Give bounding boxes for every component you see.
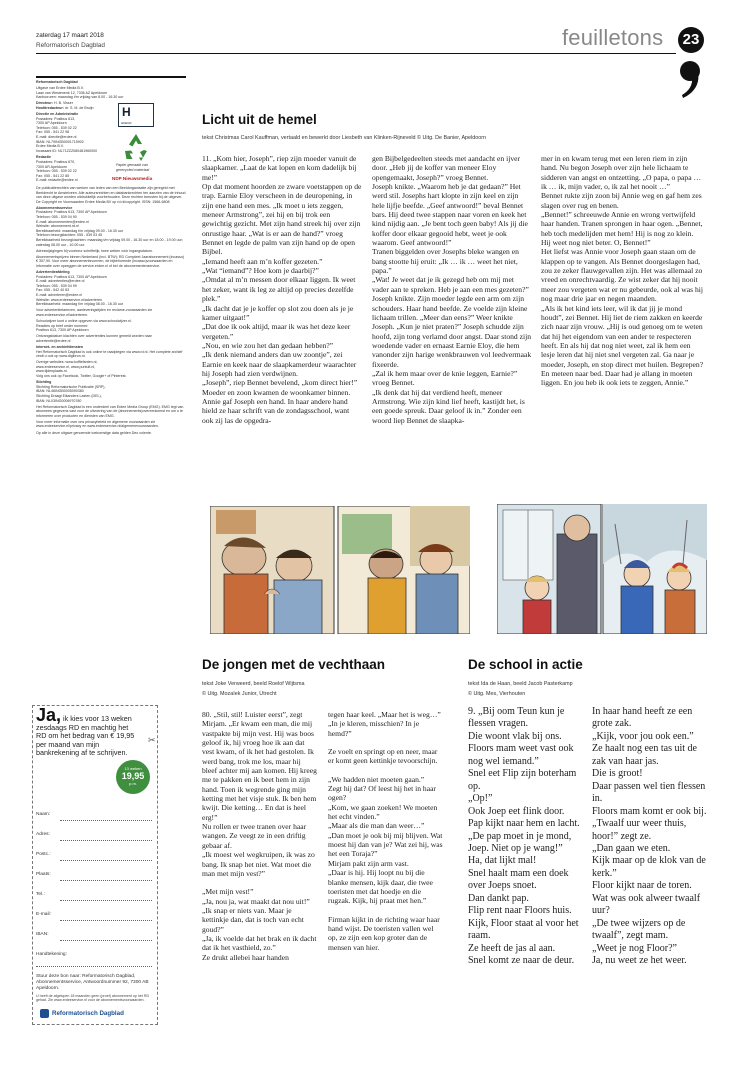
badge-price: 19,95 [121,771,145,781]
paragraph: Zegt hij dat? Of leest hij het in haar ogen? [328,784,436,803]
paragraph: 11. „Kom hier, Joseph”, riep zijn moeder vanuit de slaapkamer. „Laat de kat lopen en kom dadelijk bij me!” [202,154,357,182]
misc-line: Schoolwijzer kunt u online opgeven via www.schoolwijzer.nl. [36,319,132,323]
form-label-tel: Tel.: [36,892,45,897]
paragraph: „Wat “iemand”? Hoe kom je daarbij?” [202,266,319,276]
redactie-title: Redactie [36,155,51,160]
recycle-icon [120,131,152,163]
scissors-icon: ✂ [148,736,156,746]
story1-column-3 [541,154,704,470]
email-field[interactable] [60,920,152,921]
paragraph: „Kijk, voor jou ook een.” [592,730,694,742]
paragraph: „Ik snap er niets van. Maar je kettinkje dan, dat is toch van echt goud?” [202,905,304,934]
form-label-adres: Adres: [36,832,50,837]
website-line: Volg ons ook op Facebook, Twitter, Google+ of Pinterest. [36,374,127,379]
form-label-naam: Naam: [36,812,51,817]
admin-line: E-mail: directie@erdee.nl [36,135,77,140]
colophon [36,80,186,700]
paragraph: Pap kijkt naar hem en lacht. [468,818,580,830]
advert-title: Advertentieafdeling [36,270,70,275]
paragraph: „Dan gaan we eten. [592,842,671,854]
paragraph: „Als ik het kind iets leer, wil ik dat jij je mond houdt”, zei Bennet. Hij liet de riem zakken en keerde zich naar zijn vrouw. „Hij is oud genoeg om te weten dat hij het eigendom van een ander te respecteren heeft. En als hij dat nog niet weet, zal ik hem een lesje leren dat hij niet snel vergeten zal. Ga naar je moeder, Joseph, en stop direct met huilen. Begrepen? En meteen naar bed. Daar had je allang in moeten liggen. En jou heb ik ook iets te zeggen, Annie.” [541,303,704,388]
copyright-text: De publicatierechten van werken van leden van een Beeldorganisatie zijn geregeld met Beeldrecht te Amstelveen. Alle auteursrechten en databankrechten ten aanzien van de inhoud van deze uitgave worden uitdrukkelijk voorbehouden. Deze rechten berusten bij de uitgever. De Copyright en Voorwaarden Erdee Media BV op rd.nl/copyright. ISSN: 1566-6808 [36,185,186,204]
rd-logo-text: Reformatorisch Dagblad [52,1010,124,1017]
paragraph: 80. „Stil, stil! Luister eerst”, zegt Mirjam. „Er kwam een man, die mij vastpakte bij mijn vest. Hij was boos geloof ik, hij vroeg hoe ik aan dat vest kwam, of ik het had gestolen. Ik werd bang, trok me los, maar hij bleef achter mij aan komen. Hij kreeg me te pakken en ik beet hem in zijn hand. Toen ik wegrende ging mijn ketting met het visje stuk. Ik ben hem kwijt. Die ketting… En dat is heel erg!” [202,710,317,822]
abonnement-line: Telefoon: 055 - 539 04 90 [36,215,77,220]
iban-field[interactable] [60,940,152,941]
editor-label: Hoofdredacteur: [36,105,64,110]
comma-ornament [676,60,706,100]
fine-print: U heeft de afgelopen 18 maanden geen (proef) abonnement op het RD gehad. Zie www.erdeeservice.nl voor de abonnementsvoorwaarden. [36,994,150,1003]
paragraph: „We hadden niet moeten gaan.” [328,774,425,784]
paragraph: Snel komt ze naar de deur. [468,955,575,967]
website-line: Overige websites: www.koffiefanten.nl, [36,360,98,365]
paragraph: „De pap moet in je mond, Joep. Niet op je wang!” [468,830,572,854]
paragraph: Tranen biggelden over Josephs bleke wangen en bang stootte hij eruit: „Ik … ik … weet het niet, papa.” [372,247,519,276]
advert-line: Telefoon: 055 - 539 04 99 [36,283,77,288]
paragraph: „Op!” [468,793,493,805]
admin-lines [36,117,112,154]
admin-line: Telefoon: 055 - 539 02 22 [36,125,77,130]
paragraph: 9. „Bij oom Teun kun je flessen vragen. [468,706,565,730]
admin-line: IBAN: NL79INGB0001715902 [36,139,84,144]
hkeur-logo: H HKEUR [118,103,154,127]
paragraph: „Dat doe ik ook altijd, maar ik was het deze keer vergeten.” [202,322,351,341]
paragraph: „Joseph”, riep Bennet bevelend, „kom direct hier!” [202,378,358,388]
paragraph: Kijk, Floor staat al voor het raam. [468,917,579,942]
header-date: zaterdag 17 maart 2018 [36,32,104,39]
abonnement-note: Adreswijzigingen bij voorkeur schriftelijk, twee weken vóór ingangsdatum. [36,248,153,253]
rd-logo [40,1009,124,1018]
header-rule [36,53,676,54]
story3-title: De school in actie [468,657,583,672]
paragraph: „Ik denk dat hij dat verdiend heeft, meneer Armstrong. Wie zijn kind lief heeft, kastijdt het, is een goede spreuk. Daar geloof ik in.” Zonder een woord liep Bennet de slaapka- [372,387,525,425]
paragraph: „De twee wijzers op de twaalf”, zegt mam. [592,917,686,942]
paragraph: Snel eet Flip zijn boterham op. [468,768,577,792]
abonnement-title: Abonnementsservice [36,205,73,210]
signature-field[interactable] [36,966,152,967]
hkeur-label: HKEUR [121,120,132,125]
story2-column-1 [202,710,317,1036]
abonnement-line: Website: abonnement.rd.nl [36,224,79,229]
redactie-line: Fax: 055 - 541 22 85 [36,173,70,178]
website-line: www.tijdenplaats.nl. [36,369,68,374]
paragraph: Die is groot! [592,768,643,780]
paragraph: Het liefst was Annie voor Joseph gaan staan om de klappen op te vangen. Als Bennet doorgeslagen had, zou ze zeker flauwgevallen zijn. Het was allemaal zo vreed en onrechtvaardig. Ze wist zeker dat hij nooit meer zou vergeten wat er nu gebeurde, ook al was hij nog maar drie jaar en negen maanden. [541,247,704,304]
paragraph: tegen haar keel. „Maar het is weg…” [328,710,441,719]
name-field[interactable] [60,820,152,821]
colophon-line: Kantooruren: maandag t/m vrijdag van 8.00 - 16.30 uur [36,95,124,100]
paragraph [328,738,443,747]
redactie-line: 7300 AR Apeldoorn [36,164,67,169]
admin-title: Directie en Administratie [36,112,79,117]
paragraph: Ha, dat lijkt mal! [468,855,537,867]
phone-field[interactable] [60,900,152,901]
form-label-iban: IBAN: [36,932,49,937]
abonnement-line: Bereikbaarheid: maandag t/m vrijdag 09.00 - 16.30 uur [36,228,124,233]
story1-column-2 [372,154,532,470]
advert-line: Website: www.erdeeservice.nl/adverteren [36,297,103,302]
paragraph: „Iemand heeft aan m’n koffer gezeten.” [202,256,323,266]
website-line: www.erdeeservice.nl, www.puntuit.nl, [36,364,96,369]
story2-title: De jongen met de vechthaan [202,657,386,672]
paragraph: „In je kleren, misschien? In je hemd?” [328,719,420,738]
story2-illustration [210,506,470,634]
paragraph: Joseph knikte. „Waarom heb je dat gedaan?” Het werd stil. Josephs hart klopte in zijn keel en zijn hele lijfje beefde. „Geef antwoord!” beval Bennet bars. Hij deed twee stappen naar voren en keek het kind nijdig aan. „Je bent toch geen baby! Als jij die koffer door elkaar gegooid hebt, weet je ook waarom. Geef antwoord!” [372,182,528,248]
paragraph: Flip rent naar Floors huis. [468,905,572,917]
admin-line: Postadres: Postbus 613, [36,116,76,121]
internet-title: Internet- en archiefdiensten [36,344,84,349]
story2-copyright: © Uitg. Mozaïek Junior, Utrecht [202,691,277,697]
redactie-line: E-mail: redactie@erdee.nl [36,178,78,183]
story3-copyright: © Uitg. Mes, Vierhouten [468,691,526,697]
privacy-text: Op alle in deze uitgave genoemde toekomstige data gelden Deo volente. [36,430,152,435]
address-field[interactable] [60,840,152,841]
misc-line: Postbus 613, 7300 AP Apeldoorn [36,328,89,333]
story1-title: Licht uit de hemel [202,112,317,127]
story3-column-1 [468,706,586,1036]
admin-line: Erdee Media B.V. [36,144,64,149]
advert-line: E-mail: advertenties@erdee.nl [36,279,85,284]
misc-line: Ontvangstdatum klachten over advertenties kunnen gemeld worden naar advertentie@erdee.nl [36,334,152,343]
stichting-title: Stichting [36,380,52,385]
paragraph: Bennet rukte zijn zoon bij Annie weg en gaf hem zes slagen over rug en benen. [541,191,702,210]
section-title: feuilletons [562,25,664,50]
paragraph: Ze voelt en springt op en neer, maar er komt geen kettinkje tevoorschijn. [328,747,438,766]
admin-line: Incassant ID: NL71ZZZ080481960000 [36,148,98,153]
paragraph [328,906,443,915]
story2-credit: tekst Joke Verweerd, beeld Roelof Wijtsma [202,681,305,687]
colophon-paper-name: Reformatorisch Dagblad [36,80,78,84]
story3-credit: tekst Ida de Haan, beeld Jacob Pasterkamp [468,681,573,687]
send-note: Stuur deze bon naar: Reformatorisch Dagblad, Abonnementsservice, Antwoordnummer 92, 7300 AB Apeldoorn. [36,974,149,991]
paragraph: „Bennet!” schreeuwde Annie en wrong vertwijfeld haar handen. Tranen sprongen in haar ogen. „Bennet, heb toch medelijden met hem! Hij is nog zo klein. Hij weet nog niet beter. O, Bennet!” [541,210,703,248]
ja-heading: Ja, [36,705,62,725]
paragraph: mer in en kwam terug met een leren riem in zijn hand. Nu begon Joseph over zijn hele lichaam te sidderen van angst en ontzetting. „O papa, o papa … ik … ik, mijn vader, o, ik zal het nooit …” [541,154,702,192]
paragraph [202,878,317,887]
paragraph: Moeder en zoon kwamen de woonkamer binnen. Annie gaf Joseph een hand. In haar andere hand hield ze haar schrift van de zondagsschool, want ook zij las de opgedra- [202,387,351,425]
colophon-line: Uitgave van Erdee Media B.V. [36,86,84,91]
form-label-postcode: Postc.: [36,852,51,857]
abonnement-line: Bereikbaarheid bezorgklachten: maandag t/m vrijdag 09.00 - 16.30 uur en 18.00 - 19.00 uur; zaterdag 08.00 uur - 10.00 uur [36,238,183,247]
badge-unit: p.m. [129,781,137,786]
paragraph: Firman kijkt in de richting waar haar hand wijst. De toeristen vallen wel op, ze zijn een kop groter dan de mensen van hier. [328,914,440,952]
paragraph: „Maar als die man dan weer…” [328,821,425,831]
abonnement-line: Telefoon bezorgklachten: 055 - 539 03 45 [36,233,103,238]
rd-logo-icon [40,1009,49,1018]
paragraph: Snel haalt mam een doek over Joeps snoet. [468,867,569,892]
admin-line: 7300 AP Apeldoorn [36,121,67,126]
paragraph: „Zal ik hem maar over de knie leggen, Earnie?” vroeg Bennet. [372,368,518,388]
page-number-badge: 23 [678,27,704,53]
advert-line: E-mail: adverteren@erdee.nl [36,293,82,298]
price-badge [116,760,150,794]
paragraph: Floor kijkt naar de toren. [592,880,692,892]
director-label: Directeur: [36,101,53,106]
abonnement-line: E-mail: abonnementen@erdee.nl [36,219,89,224]
story3-column-2 [592,706,710,1036]
paragraph: Ja, nu weet ze het weer. [592,955,687,967]
ndp-logo: NDP Nieuwsmedia [112,175,153,181]
stichting-line: Stichting Draagt Elkanders Lasten (DEL), [36,393,102,398]
stichting-line: Stichting Reformatorische Publicatie (SRP), [36,384,106,389]
stichting-line: IBAN: NL03ING0006970780 [36,398,82,403]
paragraph: „Kom, we gaan zoeken! We moeten het echt vinden.” [328,802,438,822]
paragraph: Ook Joep eet flink door. [468,805,565,817]
paragraph: „Weet je nog Floor?” [592,942,677,954]
paragraph: Ze heeft de jas al aan. [468,942,556,954]
paragraph: Wat was ook alweer twaalf uur? [592,892,701,917]
paragraph: „Ik moest wel wegkruipen, ik was zo bang. Ik snap het niet. Wat moet die man met mijn vest?” [202,850,315,878]
paragraph: Die woont vlak bij ons. Floors mam weet vast ook nog wel iemand.” [468,730,574,767]
admin-line: Fax: 055 - 541 22 98 [36,130,70,135]
redactie-line: Postadres: Postbus 670, [36,160,76,164]
header-publication: Reformatorisch Dagblad [36,42,105,49]
paragraph: Ze haalt nog een tas uit de zak van haar jas. [592,743,697,767]
paragraph: Nu rollen er twee tranen over haar wangen. Ze veegt ze in een driftig gebaar af. [202,822,307,850]
colophon-line: Laan van Westenenk 12, 7336 AZ Apeldoorn [36,90,108,95]
story1-column-1 [202,154,362,470]
story1-credit: tekst Christmas Carol Kauffman, vertaald en bewerkt door Liesbeth van Klinken-Rijneveld © Uitg. De Banier, Apeldoorn [202,135,487,141]
pitch-text: ik kies voor 13 weken zesdaags RD en machtig het RD om het bedrag van € 19,95 per maand van mijn bankrekening af te schrijven. [36,714,135,757]
city-field[interactable] [60,880,152,881]
paragraph: „Twaalf uur weer thuis, hoor!” zegt ze. [592,818,687,842]
abonnement-line: Postadres: Postbus 613, 7300 AP Apeldoorn [36,210,107,215]
header-rule-left [36,76,186,78]
paragraph: Daar passen wel tien flessen in. [592,780,706,805]
paragraph: „Ik denk niemand anders dan uw zoontje”, zei Earnie en keek naar de slaapkamerdeur waarachter hij Joseph had zien verdwijnen. [202,350,357,378]
stichting-line: IBAN: NL46INGB0005090380 [36,389,84,394]
paragraph [328,766,443,775]
misc-line: Reacties op brief onder nummer: [36,323,89,328]
subscription-pitch [36,705,140,758]
advert-line: Bereikbaarheid: maandag t/m vrijdag 08.00 - 16.30 uur [36,302,124,307]
paragraph: „Met mijn vest!” [202,887,254,897]
paragraph: „Daar is hij. Hij loopt nu bij die blanke mensen, kijk daar, die twee toeristen met dat hoedje en die rugzak. Kijk, hij praat met hen.” [328,868,433,906]
badge-top: 13 weken [124,766,142,771]
paragraph: Kijk maar op de klok van de kerk.” [592,855,706,879]
advert-note: Voor advertentietarieven, aanleveringstijden en reclame-voorwaarden zie www.erdeeservice.nl/adverteren. [36,308,153,317]
form-label-email: E-mail: [36,912,51,917]
privacy-text: Voor meer informatie over ons privacybeleid en algemene voorwaarden zie www.erdeeservice.nl/privacy en www.erdeeservice.nl/algemenevoorwaarden. [36,419,159,429]
director-name: H. B. Visser [53,101,73,106]
redactie-line: Telefoon: 055 - 539 02 22 [36,169,77,174]
paragraph: Mirjam pakt zijn arm vast. [328,858,409,868]
paragraph: „Ik dacht dat je je koffer op slot zou doen als je je kamer uitgaat!” [202,303,354,322]
paragraph: gen Bijbelgedeelten steeds met aandacht en ijver door. „Heb jij de koffer van meneer Eloy opengemaakt, Joseph?” vroeg Bennet. [372,154,521,182]
form-label-plaats: Plaats: [36,872,51,877]
story2-column-2 [328,710,443,1036]
recycle-note: Papier gemaakt van gerecycled materiaal [116,163,150,172]
prices-text: Abonnementsprijzen binnen Nederland (incl. BTW): RD Compleet Jaarabonnement (incasso) € 357,90. Voor meer abonnementsvormen, de bijbehorende (incasso)voorwaarden en informatie over opzeggen de service.erdee.nl of bel de abonnementenservice. [36,254,185,268]
paragraph: „Dan moet je ook bij mij blijven. Wat moest hij dan van je? Wat zei hij, was het een Toraja?” [328,830,443,859]
privacy-text: Het Reformatorisch Dagblad is een onderdeel van Erdee Media Group (EMG). EMG legt van abonnees gegevens vast voor de uitvoering van de (abonnements)overeenkomst en om u te informeren over producten en diensten van EMG. [36,404,184,418]
paragraph: Ze drukt allebei haar handen [202,952,289,962]
paragraph: „Wat! Je weet dat je ik gezegd heb om mij met vader aan te spreken. Heb je aan een mes gezeten?” Joseph knikte. Zijn moeder legde een arm om zijn schouders. Haar hand beefde. Ze voelde zijn kleine lichaam trillen. „Meer dan eens?” Weer knikte Joseph. „Kun je niet praten?” Joseph schudde zijn hoofd, zijn tong verlamd door angst. Daar stond zijn woedende vader en ernaast Earnie Eloy, die hem vanonder zijn harige wenkbrauwen vol leedvermaak fixeerde. [372,275,532,369]
paragraph: Dan dankt pap. [468,892,529,904]
paragraph: Op dat moment hoorden ze zware voetstappen op de trap. Earnie Eloy verscheen in de deuropening, in zijn ene hand een mes. „Ik moet u iets zeggen, meneer Armstrong”, zei hij en bij trok een gewichtig gezicht. Met zijn hand streek hij over zijn onrustige haar. „Wat is er aan de hand?” vroeg Bennet en legde de palm van zijn hand op de open Bijbel. [202,182,362,257]
postcode-field[interactable] [60,860,152,861]
internet-text: Het Reformatorisch Dagblad is ook online te raadplegen via www.rd.nl. Het complete archief vindt u ook op www.digibron.nl. [36,349,183,359]
form-label-handtekening: Handtekening: [36,952,67,957]
paragraph: „Ja, ik voelde dat het brak en ik dacht dat ik het vasthield, zo.” [202,933,317,953]
paragraph: Floors mam komt er ook bij. [592,805,707,817]
editor-name: dr. S. M. de Bruijn [64,105,94,110]
paragraph: „Omdat al m’n messen door elkaar liggen. Ik weet het zeker, want ik leg ze altijd op precies dezelfde plek.” [202,275,356,304]
advert-line: Postadres: Postbus 613, 7300 AP Apeldoorn [36,274,107,279]
paragraph: „Nou, en wie zou het dan gedaan hebben?” [202,340,334,350]
paragraph: „Ja, nou ja, wat maakt dat nou uit!” [202,896,310,906]
paragraph: In haar hand heeft ze een grote zak. [592,706,693,730]
advert-line: Fax: 055 - 542 40 83 [36,288,70,293]
story3-illustration [497,504,707,634]
